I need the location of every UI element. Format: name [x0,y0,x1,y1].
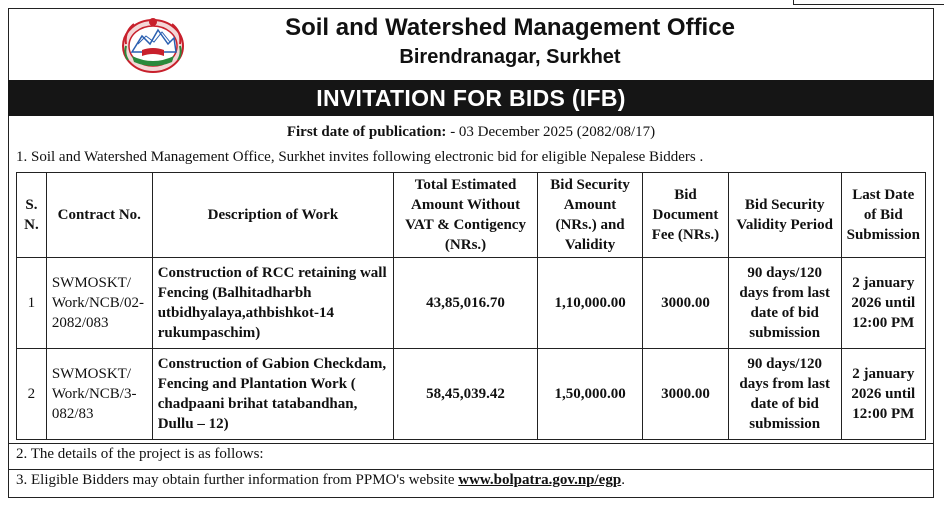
header-sn: S. N. [17,173,47,258]
cell-security: 1,50,000.00 [538,349,643,440]
cell-fee: 3000.00 [643,349,729,440]
cell-last-date: 2 january 2026 until 12:00 PM [841,349,925,440]
cell-sn: 1 [17,258,47,349]
publication-label: First date of publication: [286,124,447,140]
cell-contract: SWMOSKT/ Work/NCB/3-082/83 [46,349,152,440]
ppmo-note-suffix: . [621,472,625,488]
cell-validity: 90 days/120 days from last date of bid submission [728,349,841,440]
org-name: Soil and Watershed Management Office [285,14,735,41]
publication-value: - 03 December 2025 (2082/08/17) [450,124,656,140]
header-contract: Contract No. [46,173,152,258]
ppmo-website-link[interactable]: www.bolpatra.gov.np/egp [458,472,622,488]
divider [8,443,934,444]
cell-description: Construction of RCC retaining wall Fencing (Balhitadharbh utbidhyalaya,athbishkot-14 rukumpaschim) [152,258,393,349]
cell-sn: 2 [17,349,47,440]
cell-contract: SWMOSKT/ Work/NCB/02-2082/083 [46,258,152,349]
table-row [17,349,926,440]
table-row [17,258,926,349]
notice-banner: INVITATION FOR BIDS (IFB) [8,80,934,116]
ppmo-note [16,472,625,489]
cell-amount: 58,45,039.42 [394,349,538,440]
cell-validity: 90 days/120 days from last date of bid submission [728,258,841,349]
header-fee: Bid Document Fee (NRs.) [643,173,729,258]
divider [8,469,934,470]
cell-security: 1,10,000.00 [538,258,643,349]
org-location: Birendranagar, Surkhet [399,46,621,68]
intro-paragraph: 1. Soil and Watershed Management Office, Surkhet invites following electronic bid for eligible Nepalese Bidders . [16,149,704,165]
header-last-date: Last Date of Bid Submission [841,173,925,258]
table-header-row [17,173,926,258]
cell-fee: 3000.00 [643,258,729,349]
bids-table [16,172,926,440]
publication-date [8,124,934,141]
cell-last-date: 2 january 2026 until 12:00 PM [841,258,925,349]
ppmo-note-text: 3. Eligible Bidders may obtain further information from PPMO's website [16,472,459,488]
header-security: Bid Security Amount (NRs.) and Validity [538,173,643,258]
header-amount: Total Estimated Amount Without VAT & Contigency (NRs.) [394,173,538,258]
cell-description: Construction of Gabion Checkdam, Fencing and Plantation Work ( chadpaani brihat tatabandhan, Dullu – 12) [152,349,393,440]
project-details-note: 2. The details of the project is as follows: [16,446,264,462]
header-description: Description of Work [152,173,393,258]
header-validity: Bid Security Validity Period [728,173,841,258]
cell-amount: 43,85,016.70 [394,258,538,349]
